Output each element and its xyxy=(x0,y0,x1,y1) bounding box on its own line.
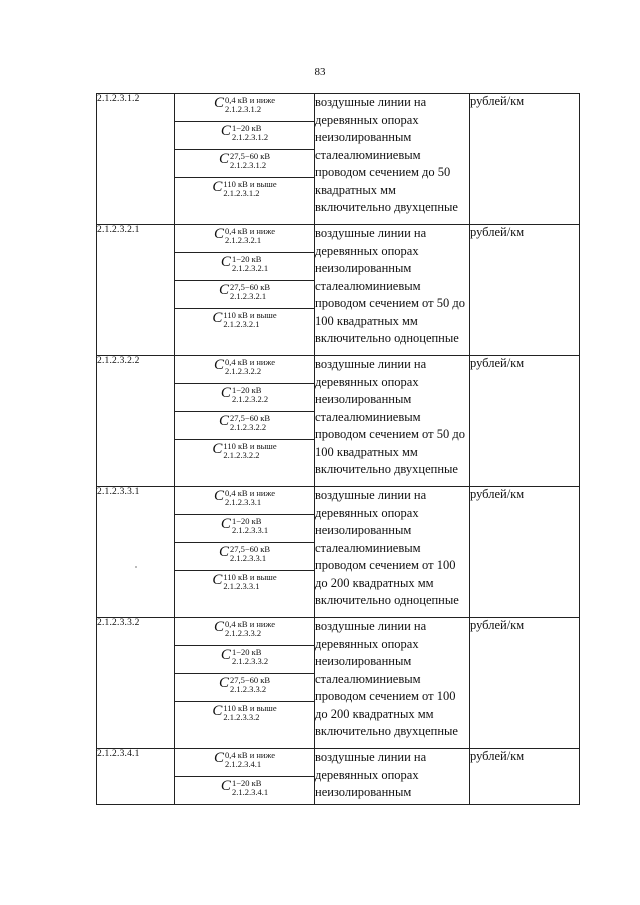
rate-symbol-cell xyxy=(175,384,315,412)
rate-indices xyxy=(232,648,268,666)
rate-variable-c: C xyxy=(212,572,223,588)
table-row xyxy=(97,487,580,515)
rate-index: 2.1.2.3.3.2 xyxy=(223,712,260,722)
rate-formula xyxy=(175,702,314,722)
rate-formula xyxy=(175,543,314,563)
rate-symbol-cell xyxy=(175,777,315,805)
rate-variable-c: C xyxy=(218,151,229,167)
unit-of-measure: рублей/км xyxy=(470,487,580,618)
line-description: воздушные линии на деревянных опорах неизолированным сталеалюминиевым проводом сечением до 50 квадратных мм включительно двухцепные xyxy=(315,94,470,225)
rate-variable-c: C xyxy=(212,703,223,719)
rate-indices xyxy=(232,124,268,142)
rate-index: 2.1.2.3.3.1 xyxy=(223,581,260,591)
rate-symbol-cell xyxy=(175,150,315,178)
unit-of-measure: рублей/км xyxy=(470,356,580,487)
voltage-class: 0,4 кВ и ниже xyxy=(225,357,275,367)
rate-formula xyxy=(175,571,314,591)
rate-variable-c: C xyxy=(214,95,225,111)
rate-formula xyxy=(175,150,314,170)
voltage-class: 110 кВ и выше xyxy=(223,310,277,320)
rate-symbol-cell xyxy=(175,702,315,749)
rate-variable-c: C xyxy=(220,254,231,270)
rate-formula xyxy=(175,384,314,404)
rate-variable-c: C xyxy=(220,516,231,532)
rate-index: 2.1.2.3.4.1 xyxy=(231,787,269,797)
voltage-class: 27,5−60 кВ xyxy=(229,544,271,554)
rate-index: 2.1.2.3.1.2 xyxy=(231,132,269,142)
rate-indices xyxy=(223,573,276,591)
voltage-class: 1−20 кВ xyxy=(231,254,262,264)
rate-symbol-cell xyxy=(175,253,315,281)
table-row xyxy=(97,749,580,777)
table-row xyxy=(97,618,580,646)
rate-indices xyxy=(223,704,276,722)
rate-indices xyxy=(230,414,270,432)
rate-formula xyxy=(175,94,314,114)
rate-indices xyxy=(223,311,276,329)
rate-index: 2.1.2.3.3.2 xyxy=(225,628,262,638)
voltage-class: 27,5−60 кВ xyxy=(229,151,271,161)
voltage-class: 110 кВ и выше xyxy=(223,179,277,189)
unit-of-measure: рублей/км xyxy=(470,749,580,805)
rate-variable-c: C xyxy=(220,778,231,794)
rate-variable-c: C xyxy=(220,647,231,663)
rate-symbol-cell xyxy=(175,122,315,150)
voltage-class: 0,4 кВ и ниже xyxy=(225,488,275,498)
rate-indices xyxy=(225,489,275,507)
rate-index: 2.1.2.3.2.1 xyxy=(223,319,260,329)
rate-index: 2.1.2.3.1.2 xyxy=(223,188,260,198)
rate-index: 2.1.2.3.2.1 xyxy=(229,291,267,301)
voltage-class: 27,5−60 кВ xyxy=(229,413,271,423)
unit-of-measure: рублей/км xyxy=(470,94,580,225)
rate-index: 2.1.2.3.2.2 xyxy=(229,422,267,432)
line-description: воздушные линии на деревянных опорах неизолированным сталеалюминиевым проводом сечением от 50 до 100 квадратных мм включительно одноцепные xyxy=(315,225,470,356)
unit-of-measure: рублей/км xyxy=(470,225,580,356)
rate-code: 2.1.2.3.1.2 xyxy=(97,94,175,225)
voltage-class: 27,5−60 кВ xyxy=(229,675,271,685)
tariff-table xyxy=(96,93,580,805)
rate-index: 2.1.2.3.2.2 xyxy=(225,366,262,376)
rate-indices xyxy=(232,386,268,404)
rate-index: 2.1.2.3.2.2 xyxy=(231,394,269,404)
rate-variable-c: C xyxy=(212,310,223,326)
rate-formula xyxy=(175,674,314,694)
rate-indices xyxy=(230,676,270,694)
rate-code: 2.1.2.3.2.2 xyxy=(97,356,175,487)
rate-index: 2.1.2.3.3.2 xyxy=(229,684,267,694)
rate-variable-c: C xyxy=(212,441,223,457)
rate-symbol-cell xyxy=(175,487,315,515)
rate-index: 2.1.2.3.1.2 xyxy=(229,160,267,170)
rate-indices xyxy=(225,227,275,245)
voltage-class: 1−20 кВ xyxy=(231,123,262,133)
rate-formula xyxy=(175,618,314,638)
voltage-class: 110 кВ и выше xyxy=(223,703,277,713)
rate-index: 2.1.2.3.2.1 xyxy=(225,235,262,245)
rate-symbol-cell xyxy=(175,571,315,618)
voltage-class: 1−20 кВ xyxy=(231,385,262,395)
rate-index: 2.1.2.3.3.1 xyxy=(231,525,269,535)
rate-variable-c: C xyxy=(220,385,231,401)
table-row xyxy=(97,225,580,253)
rate-code: 2.1.2.3.3.1 xyxy=(97,487,175,618)
rate-index: 2.1.2.3.3.2 xyxy=(231,656,269,666)
voltage-class: 1−20 кВ xyxy=(231,778,262,788)
rate-indices xyxy=(232,255,268,273)
line-description: воздушные линии на деревянных опорах неизолированным сталеалюминиевым проводом сечением от 100 до 200 квадратных мм включительно одноцепные xyxy=(315,487,470,618)
voltage-class: 27,5−60 кВ xyxy=(229,282,271,292)
rate-formula xyxy=(175,178,314,198)
rate-indices xyxy=(223,180,276,198)
page-number: 83 xyxy=(314,66,326,78)
voltage-class: 110 кВ и выше xyxy=(223,441,277,451)
rate-variable-c: C xyxy=(218,282,229,298)
rate-index: 2.1.2.3.4.1 xyxy=(225,759,262,769)
rate-formula xyxy=(175,253,314,273)
rate-formula xyxy=(175,281,314,301)
scan-speck xyxy=(135,566,137,568)
rate-indices xyxy=(230,545,270,563)
rate-formula xyxy=(175,749,314,769)
rate-formula xyxy=(175,309,314,329)
rate-code: 2.1.2.3.3.2 xyxy=(97,618,175,749)
rate-indices xyxy=(225,96,275,114)
voltage-class: 110 кВ и выше xyxy=(223,572,277,582)
rate-symbol-cell xyxy=(175,674,315,702)
rate-variable-c: C xyxy=(214,619,225,635)
rate-variable-c: C xyxy=(214,226,225,242)
rate-formula xyxy=(175,487,314,507)
rate-variable-c: C xyxy=(220,123,231,139)
rate-variable-c: C xyxy=(214,357,225,373)
rate-variable-c: C xyxy=(212,179,223,195)
rate-symbol-cell xyxy=(175,309,315,356)
table-row xyxy=(97,356,580,384)
rate-indices xyxy=(232,517,268,535)
unit-of-measure: рублей/км xyxy=(470,618,580,749)
rate-indices xyxy=(225,620,275,638)
rate-symbol-cell xyxy=(175,178,315,225)
rate-variable-c: C xyxy=(214,488,225,504)
rate-indices xyxy=(225,358,275,376)
rate-indices xyxy=(223,442,276,460)
rate-index: 2.1.2.3.2.1 xyxy=(231,263,269,273)
rate-indices xyxy=(230,283,270,301)
line-description: воздушные линии на деревянных опорах неизолированным xyxy=(315,749,470,805)
rate-formula xyxy=(175,515,314,535)
rate-symbol-cell xyxy=(175,225,315,253)
rate-code: 2.1.2.3.2.1 xyxy=(97,225,175,356)
rate-indices xyxy=(230,152,270,170)
rate-formula xyxy=(175,122,314,142)
rate-formula xyxy=(175,356,314,376)
rate-variable-c: C xyxy=(214,750,225,766)
rate-formula xyxy=(175,412,314,432)
voltage-class: 1−20 кВ xyxy=(231,647,262,657)
table-row xyxy=(97,94,580,122)
voltage-class: 0,4 кВ и ниже xyxy=(225,750,275,760)
rate-formula xyxy=(175,440,314,460)
rate-variable-c: C xyxy=(218,544,229,560)
rate-formula xyxy=(175,646,314,666)
rate-index: 2.1.2.3.3.1 xyxy=(225,497,262,507)
rate-index: 2.1.2.3.1.2 xyxy=(225,104,262,114)
rate-symbol-cell xyxy=(175,618,315,646)
rate-symbol-cell xyxy=(175,412,315,440)
rate-symbol-cell xyxy=(175,543,315,571)
rate-symbol-cell xyxy=(175,94,315,122)
rate-symbol-cell xyxy=(175,515,315,543)
rate-symbol-cell xyxy=(175,646,315,674)
rate-index: 2.1.2.3.3.1 xyxy=(229,553,267,563)
rate-formula xyxy=(175,777,314,797)
rate-formula xyxy=(175,225,314,245)
rate-indices xyxy=(232,779,268,797)
line-description: воздушные линии на деревянных опорах неизолированным сталеалюминиевым проводом сечением от 50 до 100 квадратных мм включительно двухцепные xyxy=(315,356,470,487)
voltage-class: 0,4 кВ и ниже xyxy=(225,619,275,629)
voltage-class: 1−20 кВ xyxy=(231,516,262,526)
rate-symbol-cell xyxy=(175,356,315,384)
tariff-table-body xyxy=(97,94,580,805)
rate-indices xyxy=(225,751,275,769)
line-description: воздушные линии на деревянных опорах неизолированным сталеалюминиевым проводом сечением от 100 до 200 квадратных мм включительно двухцепные xyxy=(315,618,470,749)
voltage-class: 0,4 кВ и ниже xyxy=(225,226,275,236)
rate-symbol-cell xyxy=(175,281,315,309)
voltage-class: 0,4 кВ и ниже xyxy=(225,95,275,105)
rate-symbol-cell xyxy=(175,749,315,777)
rate-index: 2.1.2.3.2.2 xyxy=(223,450,260,460)
rate-variable-c: C xyxy=(218,675,229,691)
rate-variable-c: C xyxy=(218,413,229,429)
rate-symbol-cell xyxy=(175,440,315,487)
rate-code: 2.1.2.3.4.1 xyxy=(97,749,175,805)
